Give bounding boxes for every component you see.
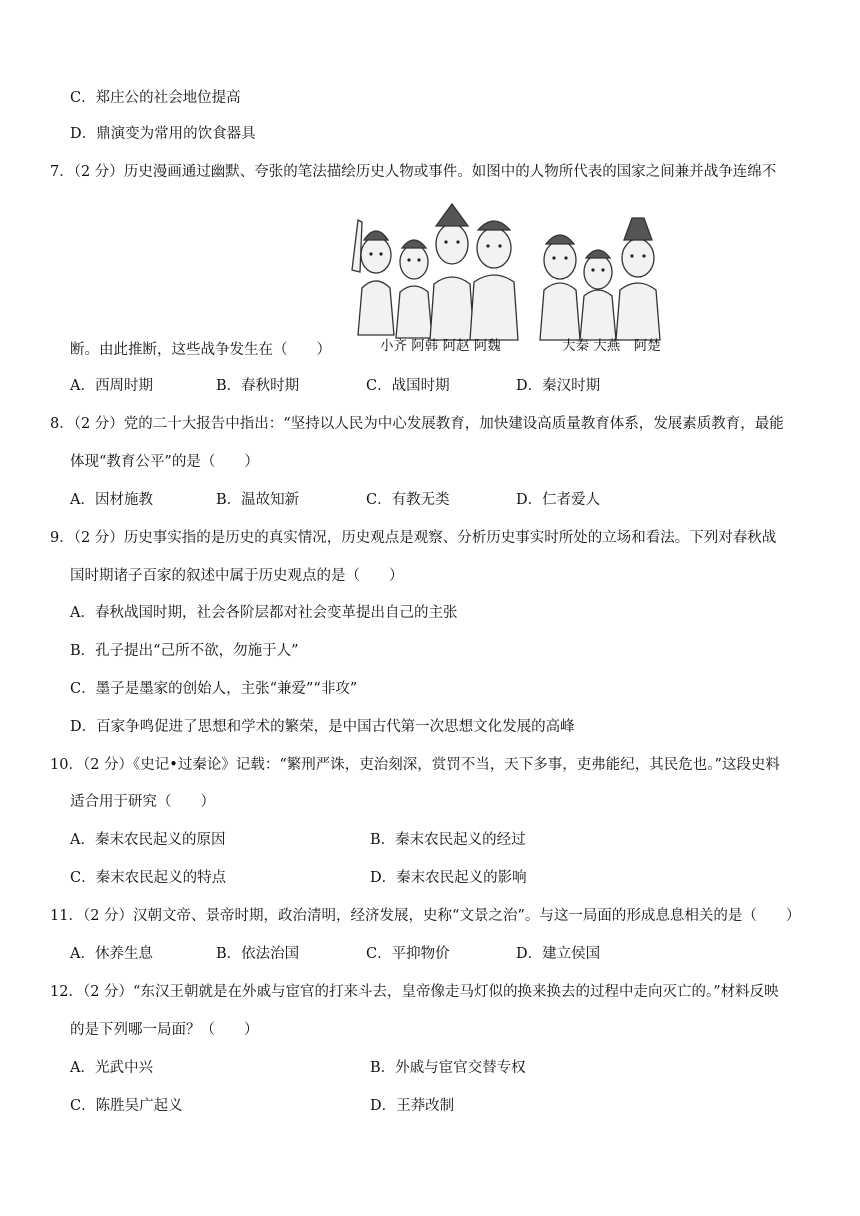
q10-stem-line1: 10．（2 分）《史记•过秦论》记载：“繁刑严诛，吏治刻深，赏罚不当，天下多事，吏弗能纪，其民危也。”这段史料: [50, 757, 780, 773]
q12-option-b: B．外戚与宦官交替专权: [370, 1060, 526, 1076]
q12-stem-line2: 的是下列哪一局面？（ ）: [70, 1022, 259, 1038]
q9-stem-line2: 国时期诸子百家的叙述中属于历史观点的是（ ）: [70, 568, 404, 584]
q12-option-c: C．陈胜吴广起义: [70, 1098, 183, 1114]
q9-option-c: C．墨子是墨家的创始人，主张“兼爱”“非攻”: [70, 681, 358, 697]
q12-option-d: D．王莽改制: [370, 1098, 455, 1114]
q8-option-c: C．有教无类: [366, 492, 450, 508]
q11-option-d: D．建立侯国: [516, 946, 601, 962]
q11-option-a: A．休养生息: [70, 946, 153, 962]
q9-stem-line1: 9．（2 分）历史事实指的是历史的真实情况，历史观点是观察、分析历史事实时所处的立场和看法。下列对春秋战: [50, 530, 777, 546]
q7-option-a: A．西周时期: [70, 378, 153, 394]
q6-option-c: C．郑庄公的社会地位提高: [70, 90, 241, 106]
q9-option-a: A．春秋战国时期，社会各阶层都对社会变革提出自己的主张: [70, 605, 458, 621]
q8-option-d: D．仁者爱人: [516, 492, 601, 508]
q8-stem-line2: 体现“教育公平”的是（ ）: [70, 454, 259, 470]
q7-option-d: D．秦汉时期: [516, 378, 601, 394]
q11-option-c: C．平抑物价: [366, 946, 450, 962]
cartoon-figures-drawing: [344, 200, 700, 360]
q10-stem-line2: 适合用于研究（ ）: [70, 794, 215, 810]
q11-option-b: B．依法治国: [216, 946, 300, 962]
q10-option-a: A．秦末农民起义的原因: [70, 832, 226, 848]
q6-option-d: D．鼎演变为常用的饮食器具: [70, 126, 256, 142]
q12-stem-line1: 12．（2 分）“东汉王朝就是在外戚与宦官的打来斗去，皇帝像走马灯似的换来换去的过程中走向灭亡的。”材料反映: [50, 984, 779, 1000]
q10-option-b: B．秦末农民起义的经过: [370, 832, 526, 848]
q9-option-d: D．百家争鸣促进了思想和学术的繁荣，是中国古代第一次思想文化发展的高峰: [70, 719, 575, 735]
q7-option-c: C．战国时期: [366, 378, 450, 394]
q7-stem-line1: 7．（2 分）历史漫画通过幽默、夸张的笔法描绘历史人物或事件。如图中的人物所代表的国家之间兼并战争连绵不: [50, 164, 777, 180]
q11-stem: 11．（2 分）汉朝文帝、景帝时期，政治清明，经济发展，史称“文景之治”。与这一局面的形成息息相关的是（ ）: [50, 908, 801, 924]
cartoon-caption-left: 小齐 阿韩 阿赵 阿魏: [380, 338, 501, 354]
q8-option-b: B．温故知新: [216, 492, 300, 508]
q7-stem-line2: 断。由此推断，这些战争发生在（ ）: [70, 342, 331, 358]
q12-option-a: A．光武中兴: [70, 1060, 153, 1076]
q8-stem-line1: 8．（2 分）党的二十大报告中指出：“坚持以人民为中心发展教育，加快建设高质量教育体系，发展素质教育，最能: [50, 416, 784, 432]
cartoon-caption-right: 大秦 大燕 阿楚: [562, 338, 661, 354]
warring-states-cartoon: [344, 200, 700, 360]
q10-option-c: C．秦末农民起义的特点: [70, 870, 227, 886]
q10-option-d: D．秦末农民起义的影响: [370, 870, 527, 886]
q8-option-a: A．因材施教: [70, 492, 153, 508]
q7-option-b: B．春秋时期: [216, 378, 300, 394]
q9-option-b: B．孔子提出“己所不欲，勿施于人”: [70, 643, 299, 659]
